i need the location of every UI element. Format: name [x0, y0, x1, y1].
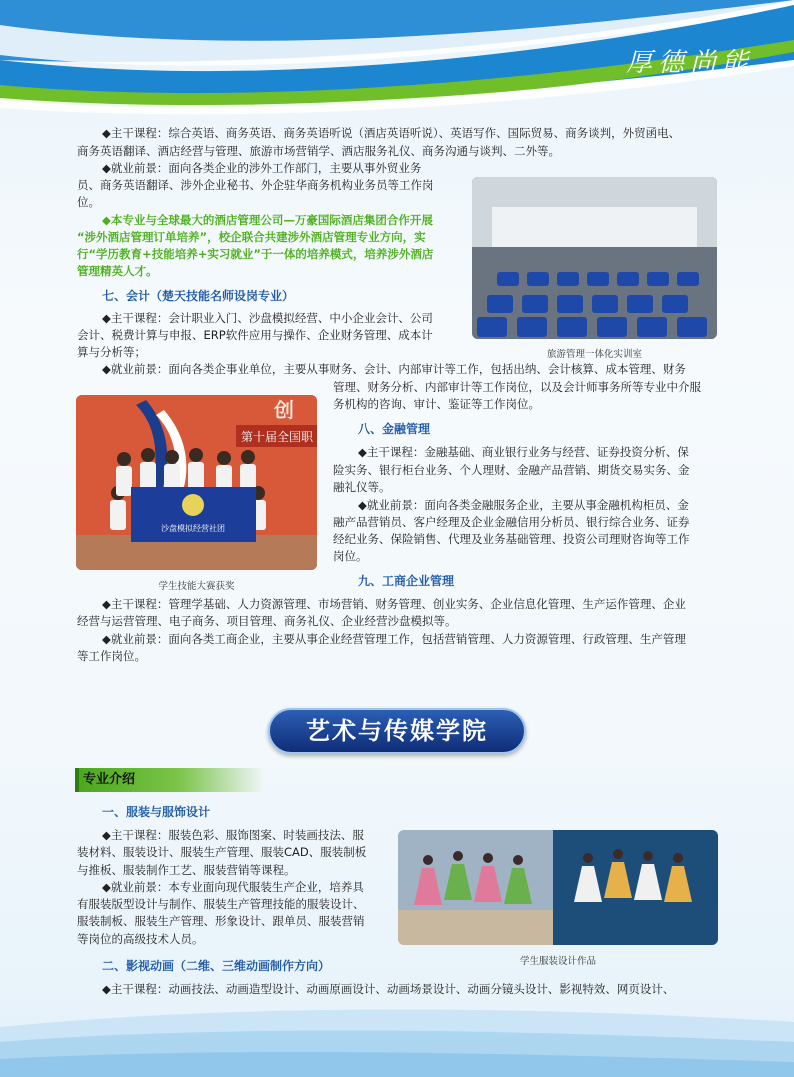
hotel-partner-2: “涉外酒店管理订单培养”，校企联合共建涉外酒店管理专业方向，实 [77, 230, 426, 244]
business-core-1: ◆主干课程：管理学基础、人力资源管理、市场营销、财务管理、创业实务、企业信息化管理、生产运作管理、企业 [102, 597, 686, 611]
award-photo [76, 395, 317, 570]
accounting-core-3: 算与分析等； [77, 345, 146, 359]
hotel-job-2: 员、商务英语翻译、涉外企业秘书、外企驻华商务机构业务员等工作岗 [77, 178, 434, 192]
hotel-job-3: 位。 [77, 195, 100, 209]
fashion-core-1: ◆主干课程：服装色彩、服饰图案、时装画技法、服 [102, 828, 364, 842]
business-title: 九、工商企业管理 [358, 574, 455, 588]
finance-title: 八、金融管理 [358, 422, 431, 436]
award-backdrop-text: 第十届全国职 [241, 430, 314, 444]
fashion-title: 一、服装与服饰设计 [102, 805, 211, 819]
school-motto: 厚德尚能 [625, 48, 754, 78]
hotel-core-courses-cont: 商务英语翻译、酒店经营与管理、旅游市场营销学、酒店服务礼仪、商务沟通与谈判、二外等。 [77, 144, 560, 158]
hotel-core-courses: ◆主干课程：综合英语、商务英语、商务英语听说（酒店英语听说）、英语写作、国际贸易、商务谈判，外贸函电、 [102, 126, 681, 140]
hotel-partner-1: ◆本专业与全球最大的酒店管理公司—万豪国际酒店集团合作开展 [102, 213, 433, 227]
finance-job-2: 融产品营销员、客户经理及企业金融信用分析员、银行综合业务、证券 [333, 515, 690, 529]
fashion-job-1: ◆就业前景：本专业面向现代服装生产企业，培养具 [102, 880, 364, 894]
accounting-job-1: ◆就业前景：面向各类企事业单位，主要从事财务、会计、内部审计等工作，包括出纳、会计核算、成本管理、财务 [102, 362, 686, 376]
finance-job-4: 岗位。 [333, 549, 368, 563]
finance-core-2: 险实务、银行柜台业务、个人理财、金融产品营销、期货交易实务、金 [333, 463, 690, 477]
finance-job-1: ◆就业前景：面向各类金融服务企业，主要从事金融机构柜员、金 [358, 498, 689, 512]
finance-job-3: 经纪业务、保险销售、代理及业务基础管理、投资公司理财咨询等工作 [333, 532, 690, 546]
footer-wave-band [0, 997, 794, 1077]
animation-title: 二、影视动画（二维、三维动画制作方向） [102, 959, 331, 973]
accounting-job-2: 管理、财务分析、内部审计等工作岗位，以及会计师事务所等专业中介服 [333, 380, 701, 394]
training-room-caption: 旅游管理一体化实训室 [546, 349, 642, 360]
animation-core-1: ◆主干课程：动画技法、动画造型设计、动画原画设计、动画场景设计、动画分镜头设计、影视特效、网页设计、 [102, 982, 675, 996]
training-room-photo [472, 177, 717, 339]
fashion-job-3: 服装制板、服装生产管理、形象设计、跟单员、服装营销 [77, 914, 365, 928]
fashion-job-4: 等岗位的高级技术人员。 [77, 932, 204, 946]
fashion-job-2: 有服装版型设计与制作、服装生产管理技能的服装设计、 [77, 897, 365, 911]
award-caption: 学生技能大赛获奖 [158, 581, 235, 592]
award-logo-text: 创 [274, 398, 294, 422]
hotel-partner-3: 行“学历教育+技能培养+实习就业”于一体的培养模式，培养涉外酒店 [77, 247, 434, 261]
award-banner-text: 沙盘模拟经营社团 [161, 524, 225, 533]
accounting-title: 七、会计（楚天技能名师设岗专业） [102, 289, 295, 303]
hotel-partner-4: 管理精英人才。 [77, 264, 158, 278]
business-job-1: ◆就业前景：面向各类工商企业，主要从事企业经营管理工作，包括营销管理、人力资源管理、行政管理、生产管理 [102, 632, 686, 646]
accounting-core-1: ◆主干课程：会计职业入门、沙盘模拟经营、中小企业会计、公司 [102, 311, 433, 325]
business-core-2: 经营与运营管理、电子商务、项目管理、商务礼仪、企业经营沙盘模拟等。 [77, 614, 457, 628]
fashion-works-caption: 学生服装设计作品 [519, 956, 596, 967]
college-title-banner: 艺术与传媒学院 [268, 708, 526, 754]
fashion-core-3: 与推板、服装制作工艺、服装营销等课程。 [77, 863, 296, 877]
fashion-works-photo [398, 830, 718, 945]
hotel-job-1: ◆就业前景：面向各类企业的涉外工作部门，主要从事外贸业务 [102, 161, 422, 175]
accounting-job-3: 务机构的咨询、审计、鉴证等工作岗位。 [333, 397, 540, 411]
business-job-2: 等工作岗位。 [77, 649, 146, 663]
section-intro-bar: 专业介绍 [75, 768, 265, 792]
finance-core-1: ◆主干课程：金融基础、商业银行业务与经营、证券投资分析、保 [358, 445, 689, 459]
accounting-core-2: 会计、税费计算与申报、ERP软件应用与操作、企业财务管理、成本计 [77, 328, 433, 342]
fashion-core-2: 装材料、服装设计、服装生产管理、服装CAD、服装制板 [77, 845, 367, 859]
finance-core-3: 融礼仪等。 [333, 480, 391, 494]
